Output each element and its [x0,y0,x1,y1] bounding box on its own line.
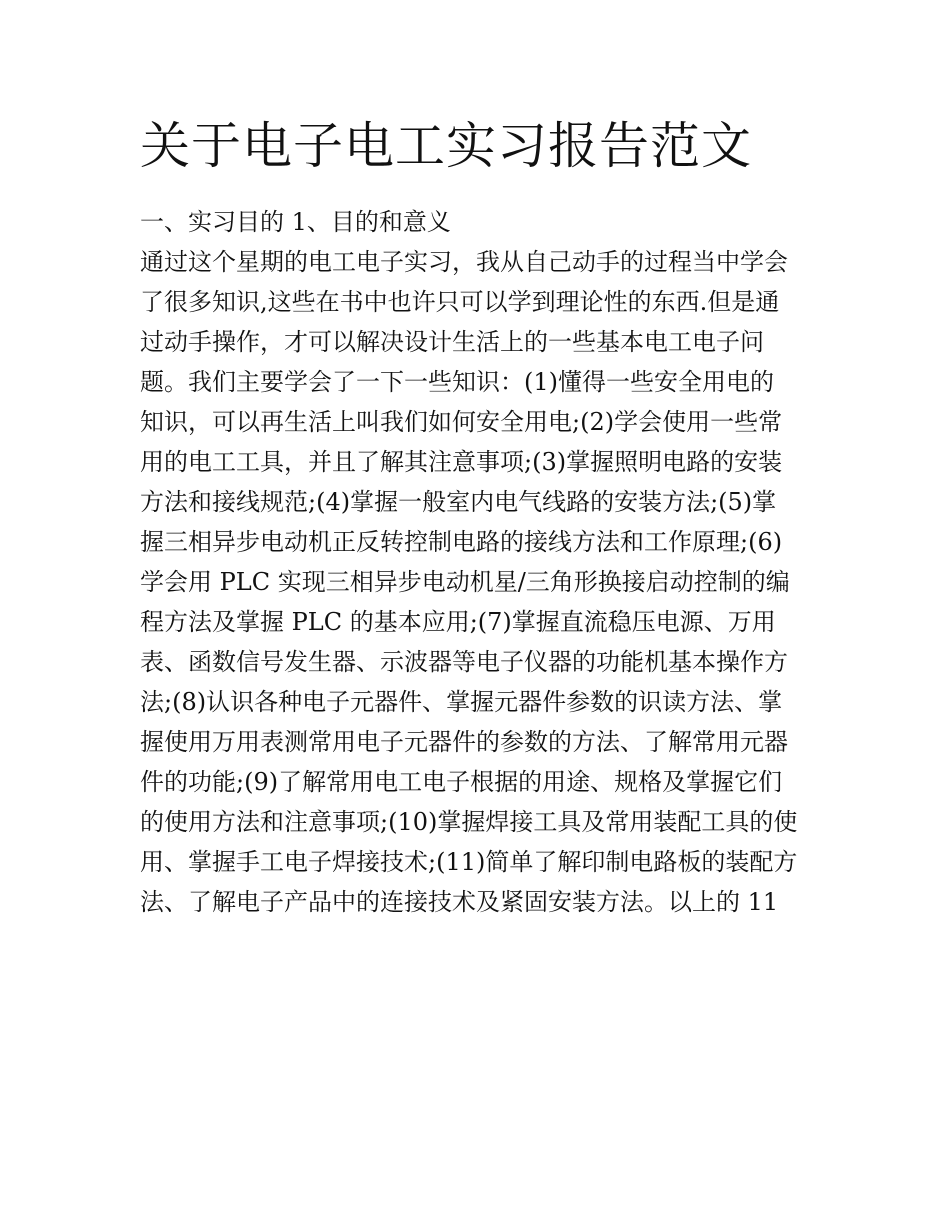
body-line: 表、函数信号发生器、示波器等电子仪器的功能机基本操作方 [140,648,788,676]
body-line: 程方法及掌握 PLC 的基本应用;(7)掌握直流稳压电源、万用 [140,608,776,636]
body-line: 握使用万用表测常用电子元器件的参数的方法、了解常用元器 [140,728,788,756]
body-line: 握三相异步电动机正反转控制电路的接线方法和工作原理;(6) [140,528,783,556]
body-line: 法;(8)认识各种电子元器件、掌握元器件参数的识读方法、掌 [140,688,783,716]
body-line: 知识，可以再生活上叫我们如何安全用电;(2)学会使用一些常 [140,408,783,436]
body-line: 方法和接线规范;(4)掌握一般室内电气线路的安装方法;(5)掌 [140,488,777,516]
body-line: 法、了解电子产品中的连接技术及紧固安装方法。以上的 11 [140,888,779,916]
body-line: 用、掌握手工电子焊接技术;(11)简单了解印制电路板的装配方 [140,848,798,876]
body-line: 的使用方法和注意事项;(10)掌握焊接工具及常用装配工具的使 [140,808,798,836]
document-body [140,202,820,922]
body-line: 过动手操作，才可以解决设计生活上的一些基本电工电子问 [140,328,764,356]
body-line: 件的功能;(9)了解常用电工电子根据的用途、规格及掌握它们 [140,768,783,796]
body-line: 题。我们主要学会了一下一些知识：(1)懂得一些安全用电的 [140,368,774,396]
body-line: 学会用 PLC 实现三相异步电动机星/三角形换接启动控制的编 [140,568,790,596]
body-line: 用的电工工具，并且了解其注意事项;(3)掌握照明电路的安装 [140,448,783,476]
body-line: 通过这个星期的电工电子实习，我从自己动手的过程当中学会 [140,248,788,276]
body-line: 了很多知识,这些在书中也许只可以学到理论性的东西.但是通 [140,288,780,316]
section-heading: 一、实习目的 1、目的和意义 [140,208,451,236]
document-title: 关于电子电工实习报告范文 [140,117,752,175]
